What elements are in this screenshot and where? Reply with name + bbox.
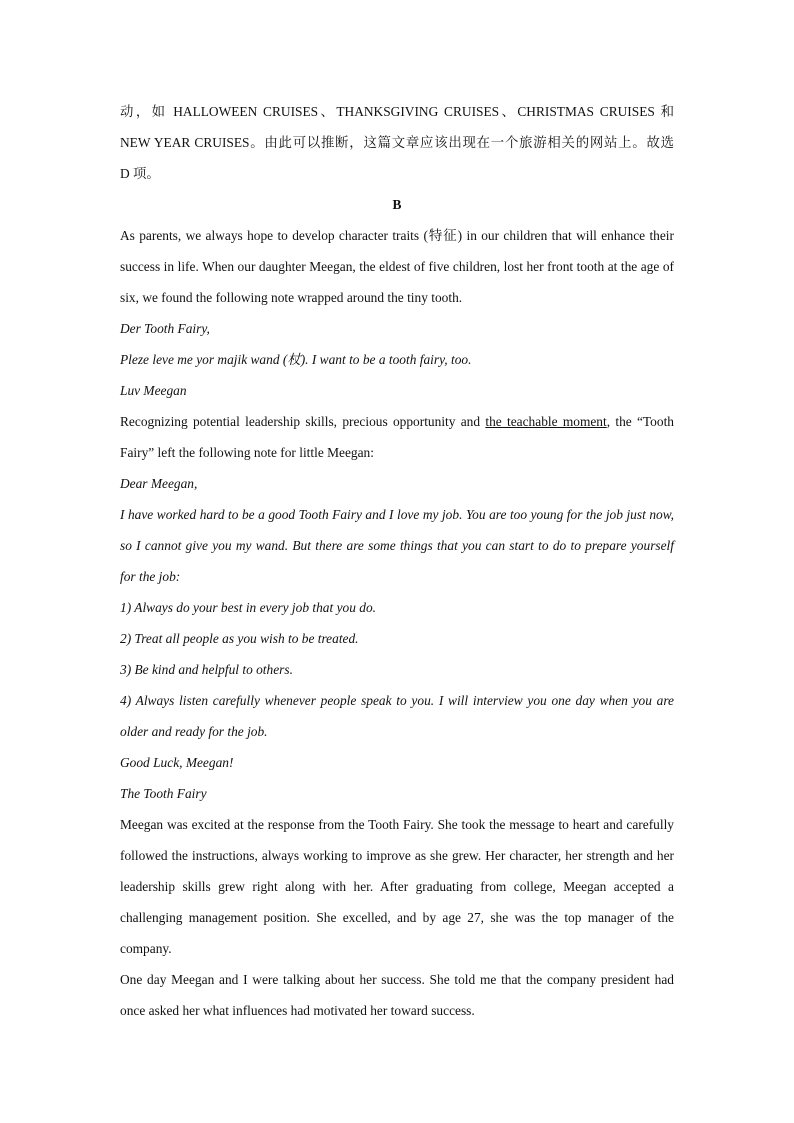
fairy-note-item: 1) Always do your best in every job that you do. (120, 600, 376, 615)
paragraph-2-after: , the “Tooth Fairy” left the following note for little Meegan: (120, 414, 674, 460)
teachable-moment-underline: the teachable moment (485, 414, 607, 429)
fairy-note-closing: Good Luck, Meegan! (120, 755, 234, 770)
fairy-note-item: 2) Treat all people as you wish to be treated. (120, 631, 359, 646)
intro-line-2: NEW YEAR CRUISES。由此可以推断，这篇文章应该出现在一个旅游相关的网站上。故选 (120, 135, 674, 150)
fairy-note-body: I have worked hard to be a good Tooth Fairy and I love my job. You are too young for the job just now, so I cannot give you my wand. But there are some things that you can start to do to prepare yourself for the job: (120, 507, 674, 584)
fairy-note-signature: The Tooth Fairy (120, 786, 207, 801)
intro-line-1: 动，如 HALLOWEEN CRUISES、THANKSGIVING CRUISES、CHRISTMAS CRUISES 和 (120, 104, 674, 119)
kid-note-signoff: Luv Meegan (120, 383, 187, 398)
paragraph-3: Meegan was excited at the response from the Tooth Fairy. She took the message to heart and carefully followed the instructions, always working to improve as she grew. Her character, her strength and her leadership skills grew right along with her. After graduating from college, Meegan accepted a challenging management position. She excelled, and by age 27, she was the top manager of the company. (120, 817, 674, 956)
kid-note-body: Pleze leve me yor majik wand (杖). I want to be a tooth fairy, too. (120, 352, 472, 367)
paragraph-2-before: Recognizing potential leadership skills, precious opportunity and (120, 414, 486, 429)
kid-note-salutation: Der Tooth Fairy, (120, 321, 210, 336)
paragraph-4: One day Meegan and I were talking about her success. She told me that the company president had once asked her what influences had motivated her toward success. (120, 972, 674, 1018)
fairy-note-salutation: Dear Meegan, (120, 476, 198, 491)
paragraph-1: As parents, we always hope to develop character traits (特征) in our children that will enhance their success in life. When our daughter Meegan, the eldest of five children, lost her front tooth at the age of six, we found the following note wrapped around the tiny tooth. (120, 228, 674, 305)
fairy-note-item: 4) Always listen carefully whenever people speak to you. I will interview you one day when you are older and ready for the job. (120, 693, 674, 739)
document-body (120, 96, 674, 1026)
section-label: B (392, 197, 402, 212)
paragraph-2 (120, 406, 674, 468)
intro-line-3: D 项。 (120, 166, 160, 181)
fairy-note-item: 3) Be kind and helpful to others. (120, 662, 293, 677)
